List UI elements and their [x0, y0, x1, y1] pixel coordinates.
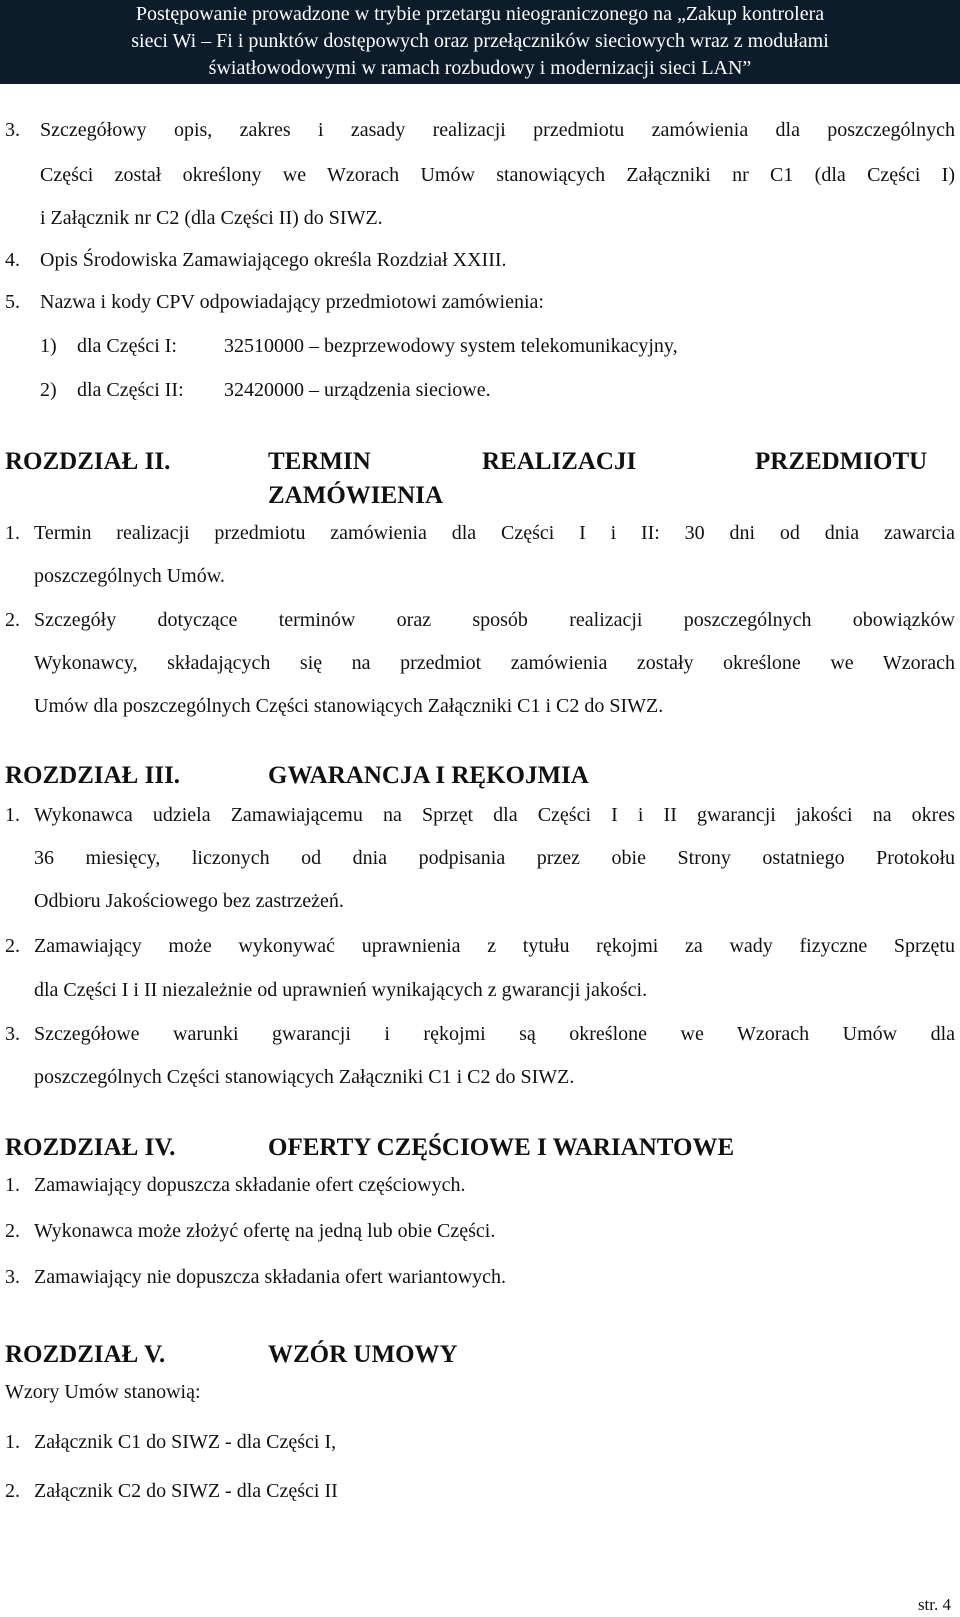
item-number: 1.	[5, 522, 20, 544]
item-number: 2.	[5, 609, 20, 631]
paragraph-line: Termin realizacji przedmiotu zamówienia dla Części I i II: 30 dni od dnia zawarcia	[34, 522, 955, 544]
paragraph-line: Nazwa i kody CPV odpowiadający przedmiotowi zamówienia:	[40, 291, 544, 313]
paragraph-line: Zamawiający nie dopuszcza składania ofert wariantowych.	[34, 1266, 507, 1288]
paragraph-line: poszczególnych Umów.	[34, 565, 225, 587]
cpv-code: 32420000 – urządzenia sieciowe.	[224, 379, 491, 401]
cpv-code: 32510000 – bezprzewodowy system telekomunikacyjny,	[224, 335, 678, 357]
item-number: 2.	[5, 1480, 20, 1502]
item-number: 2.	[5, 1220, 20, 1242]
chapter-label: ROZDZIAŁ IV.	[5, 1134, 176, 1161]
chapter-title: OFERTY CZĘŚCIOWE I WARIANTOWE	[268, 1134, 735, 1161]
header-line-3: światłowodowymi w ramach rozbudowy i modernizacji sieci LAN”	[208, 57, 752, 79]
paragraph-line: Wykonawca udziela Zamawiającemu na Sprzęt dla Części I i II gwarancji jakości na okres	[34, 804, 955, 826]
chapter-title: GWARANCJA I RĘKOJMIA	[268, 762, 589, 789]
item-number: 2.	[5, 935, 20, 957]
chapter-title: ZAMÓWIENIA	[268, 482, 444, 509]
paragraph-line: Załącznik C2 do SIWZ - dla Części II	[34, 1480, 338, 1502]
paragraph-line: Zamawiający może wykonywać uprawnienia z tytułu rękojmi za wady fizyczne Sprzętu	[34, 935, 955, 957]
paragraph-line: i Załącznik nr C2 (dla Części II) do SIWZ.	[40, 207, 383, 229]
chapter-title: REALIZACJI	[482, 448, 637, 475]
paragraph-line: Szczegóły dotyczące terminów oraz sposób realizacji poszczególnych obowiązków	[34, 609, 955, 631]
header-line-1: Postępowanie prowadzone w trybie przetargu nieograniczonego na „Zakup kontrolera	[135, 3, 825, 25]
paragraph-line: Wykonawca może złożyć ofertę na jedną lub obie Części.	[34, 1220, 496, 1242]
chapter-label: ROZDZIAŁ III.	[5, 762, 181, 789]
item-number: 3.	[5, 1266, 20, 1288]
paragraph-line: Szczegółowe warunki gwarancji i rękojmi są określone we Wzorach Umów dla	[34, 1023, 955, 1045]
item-number: 5.	[5, 291, 20, 313]
chapter-label: ROZDZIAŁ V.	[5, 1341, 166, 1368]
chapter-title: TERMIN	[268, 448, 371, 475]
chapter-title: PRZEDMIOTU	[755, 448, 928, 475]
header-line-2: sieci Wi – Fi i punktów dostępowych oraz przełączników sieciowych wraz z modułami	[131, 30, 829, 52]
paragraph-line: Części został określony we Wzorach Umów stanowiących Załączniki nr C1 (dla Części I)	[40, 164, 955, 186]
item-number: 3.	[5, 1023, 20, 1045]
paragraph-line: Zamawiający dopuszcza składanie ofert częściowych.	[34, 1174, 466, 1196]
sub-item-number: 1)	[40, 335, 57, 357]
item-number: 1.	[5, 804, 20, 826]
item-number: 1.	[5, 1174, 20, 1196]
item-number: 1.	[5, 1431, 20, 1453]
paragraph-line: 36 miesięcy, liczonych od dnia podpisania przez obie Strony ostatniego Protokołu	[34, 847, 955, 869]
paragraph-line: dla Części I i II niezależnie od uprawnień wynikających z gwarancji jakości.	[34, 979, 648, 1001]
item-number: 3.	[5, 119, 20, 141]
paragraph-line: Opis Środowiska Zamawiającego określa Rozdział XXIII.	[40, 249, 507, 271]
cpv-label: dla Części II:	[77, 379, 184, 401]
paragraph-line: Wzory Umów stanowią:	[5, 1381, 201, 1403]
document-header	[0, 0, 960, 84]
sub-item-number: 2)	[40, 379, 57, 401]
paragraph-line: Szczegółowy opis, zakres i zasady realizacji przedmiotu zamówienia dla poszczególnych	[40, 119, 955, 141]
paragraph-line: Umów dla poszczególnych Części stanowiących Załączniki C1 i C2 do SIWZ.	[34, 695, 664, 717]
paragraph-line: poszczególnych Części stanowiących Załączniki C1 i C2 do SIWZ.	[34, 1066, 575, 1088]
item-number: 4.	[5, 249, 20, 271]
page-number: str. 4	[917, 1595, 951, 1614]
chapter-label: ROZDZIAŁ II.	[5, 448, 171, 475]
paragraph-line: Odbioru Jakościowego bez zastrzeżeń.	[34, 890, 344, 912]
cpv-label: dla Części I:	[77, 335, 177, 357]
paragraph-line: Wykonawcy, składających się na przedmiot zamówienia zostały określone we Wzorach	[34, 652, 955, 674]
chapter-title: WZÓR UMOWY	[268, 1341, 458, 1368]
paragraph-line: Załącznik C1 do SIWZ - dla Części I,	[34, 1431, 337, 1453]
